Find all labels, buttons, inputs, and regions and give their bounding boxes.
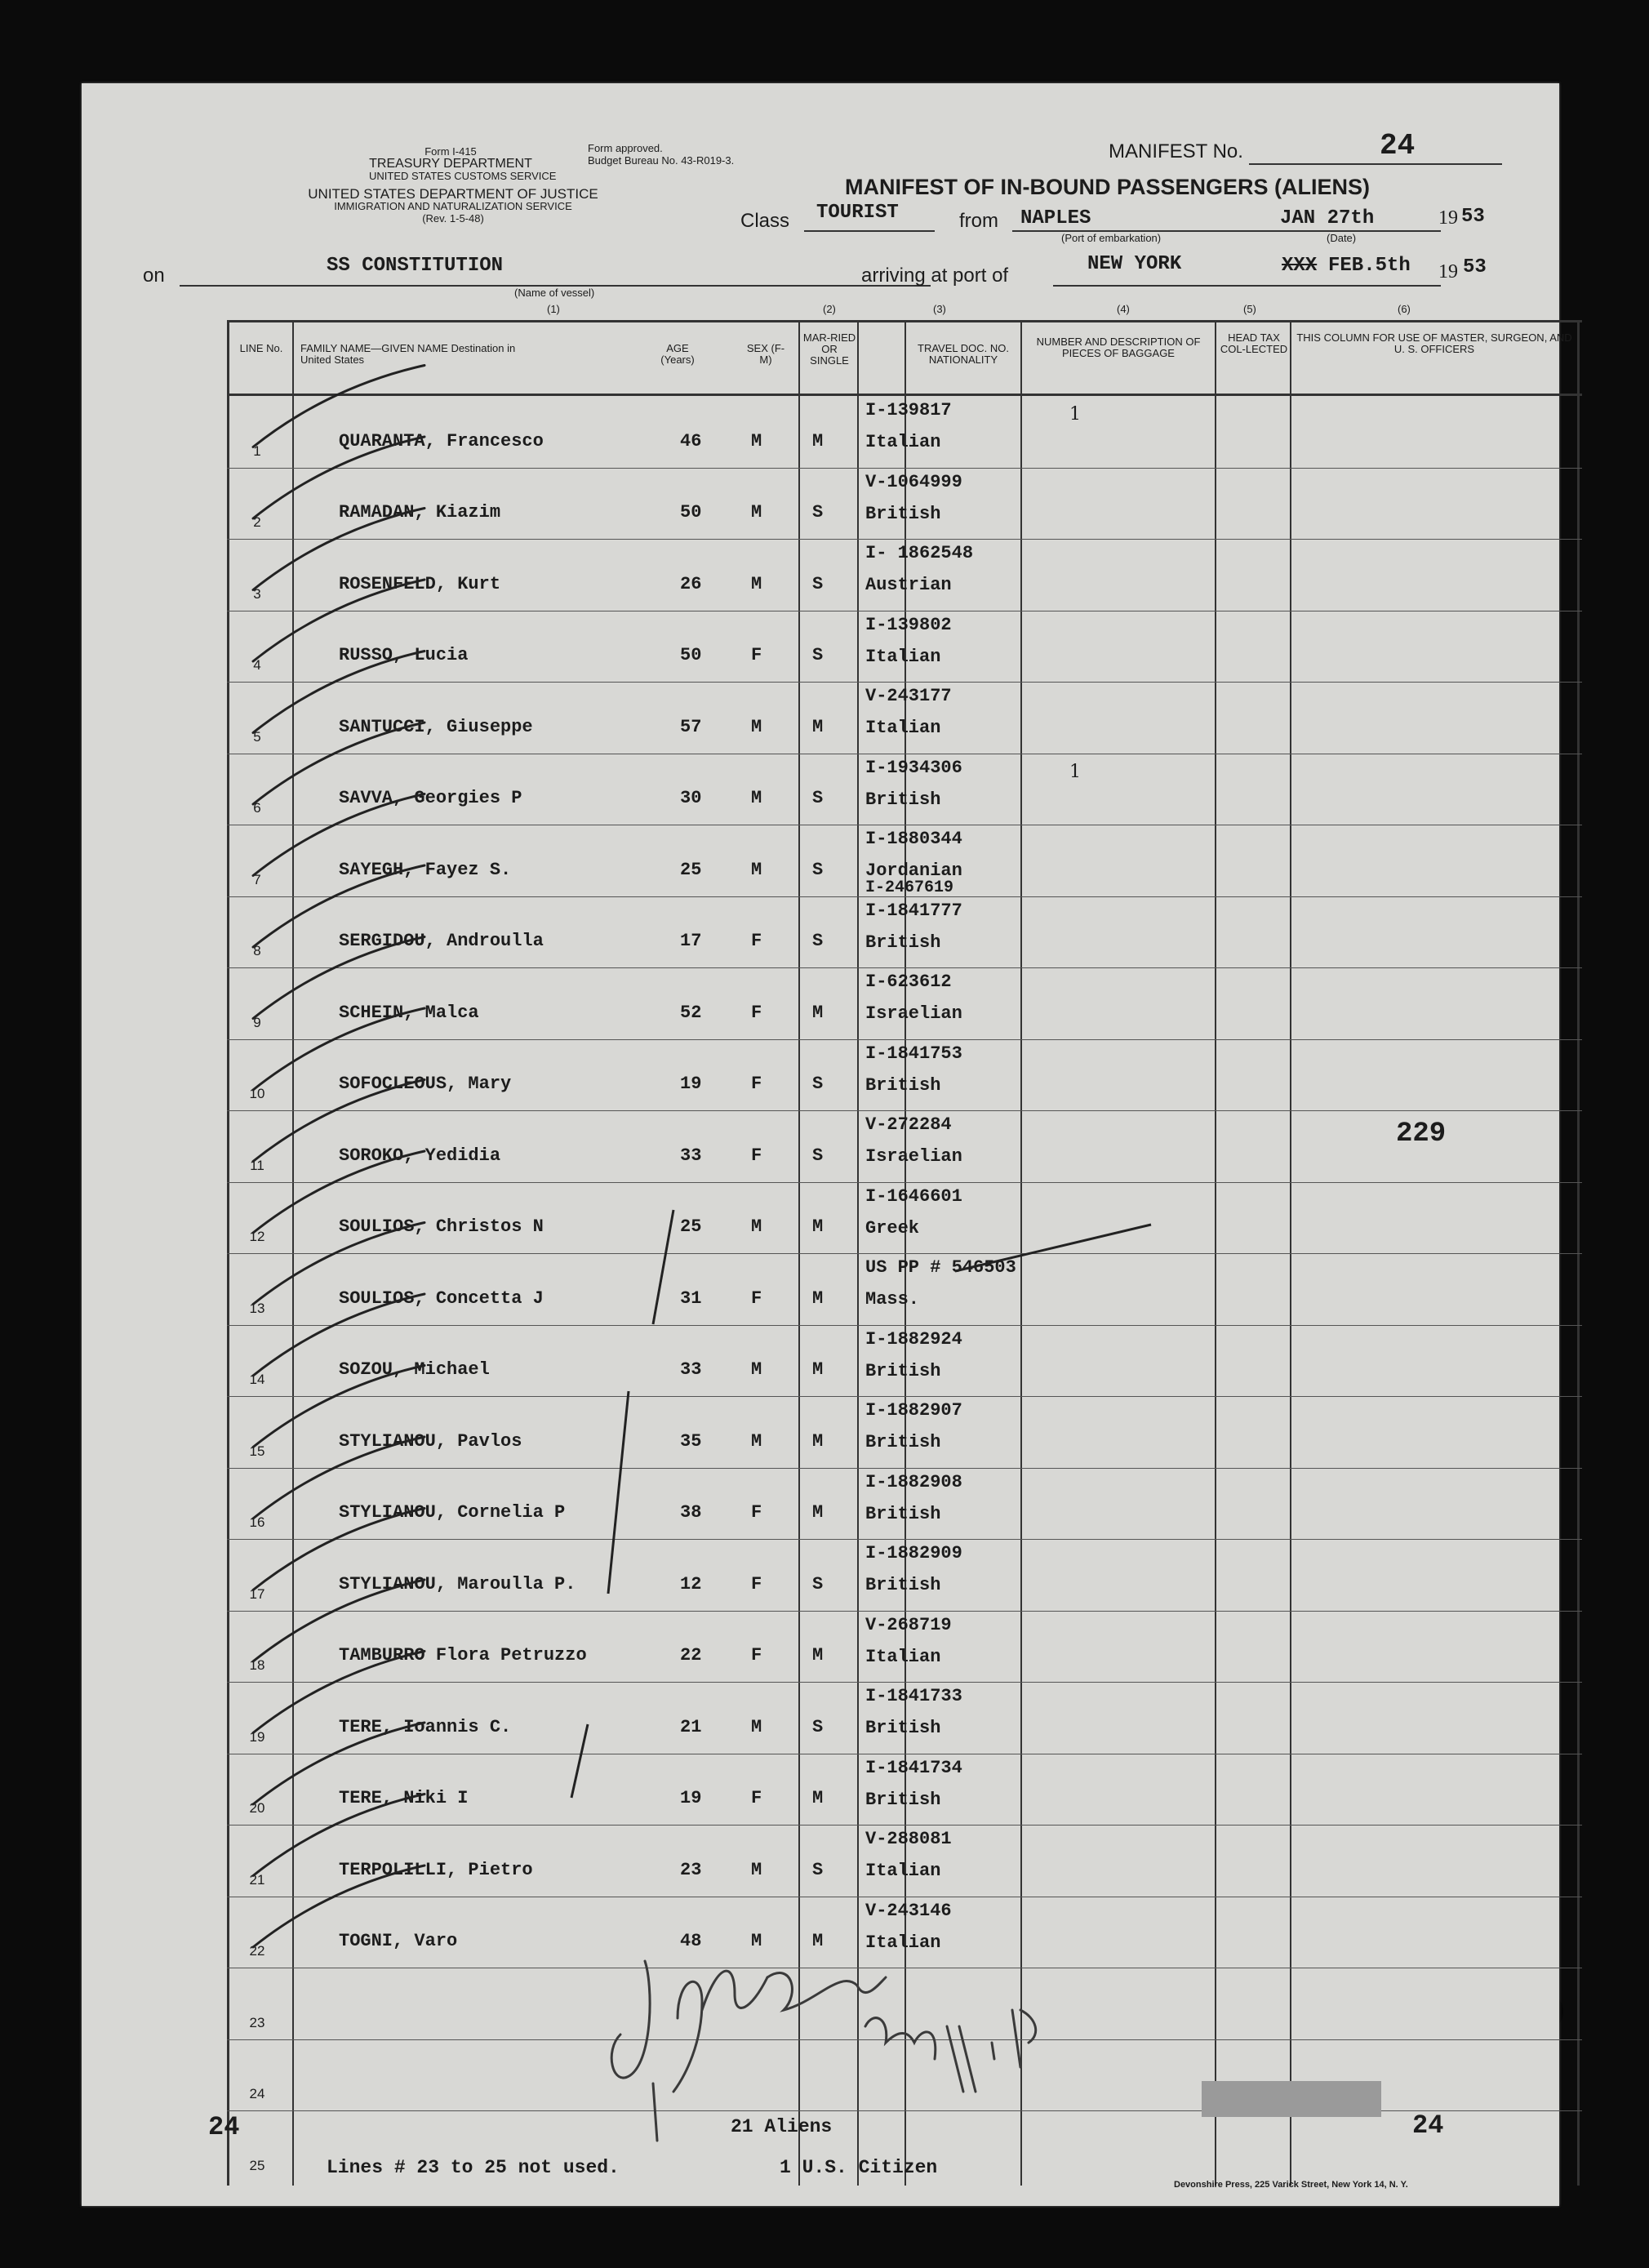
marital-status: M (812, 1002, 824, 1023)
passenger-sex: F (751, 1002, 762, 1023)
passenger-name: QUARANTA, Francesco (339, 430, 544, 451)
travel-document-number: V-288081 (865, 1829, 952, 1849)
check-mark (253, 1509, 424, 1590)
line-number: 14 (249, 1372, 265, 1387)
marital-status: M (812, 430, 824, 451)
line-number: 21 (249, 1871, 265, 1888)
passenger-name: SAYEGH, Fayez S. (339, 859, 512, 880)
travel-document-number: I-1882908 (865, 1471, 962, 1492)
arrival-date: FEB.5th (1328, 255, 1411, 277)
travel-document-number: I-139817 (865, 400, 952, 420)
travel-document-number: V-243177 (865, 686, 952, 706)
nationality: Italian (865, 646, 941, 667)
line-number: 2 (253, 514, 261, 530)
citizens-count: 1 U.S. Citizen (780, 2157, 938, 2178)
line-number: 1 (253, 442, 261, 459)
passenger-sex: F (751, 931, 762, 951)
travel-document-number: I-1646601 (865, 1185, 962, 1207)
marital-status: S (812, 788, 824, 808)
passenger-name: TOGNI, Varo (339, 1931, 458, 1951)
marital-status: S (812, 1145, 824, 1166)
check-mark (253, 1151, 424, 1233)
embarkation-year: 53 (1461, 206, 1485, 228)
form-approved: Form approved. (588, 142, 663, 154)
line-number: 13 (249, 1300, 265, 1316)
passenger-age: 31 (680, 1287, 702, 1309)
passenger-age: 23 (680, 1859, 702, 1880)
class-label: Class (740, 210, 790, 232)
passenger-name: SOFOCLEOUS, Mary (339, 1074, 512, 1094)
marital-status: S (812, 1074, 824, 1094)
nationality: Israelian (865, 1146, 962, 1167)
travel-document-number: I-1882907 (865, 1400, 962, 1421)
line-number: 24 (249, 2086, 265, 2101)
signature-text: JM Sandwers (727, 2018, 732, 2019)
header-sex: SEX (F-M) (746, 342, 785, 366)
check-mark (253, 1794, 424, 1876)
passenger-age: 33 (680, 1145, 702, 1166)
line-number: 5 (253, 728, 261, 745)
check-mark (253, 651, 424, 733)
check-mark (253, 1723, 424, 1804)
passenger-sex: F (751, 645, 762, 665)
passenger-sex: M (751, 1430, 762, 1452)
passenger-sex: M (751, 430, 762, 451)
check-mark (253, 1008, 424, 1090)
footer-left-number: 24 (208, 2112, 240, 2142)
nationality: British (865, 1432, 941, 1452)
nationality: Italian (865, 1932, 941, 1953)
on-label: on (143, 265, 165, 287)
travel-document-number: V-272284 (865, 1114, 952, 1135)
column-number-6: (6) (1398, 303, 1411, 315)
class-value: TOURIST (816, 202, 899, 224)
check-mark (253, 865, 424, 947)
marital-status: S (812, 859, 824, 880)
marital-status: M (812, 716, 824, 737)
manifest-page (82, 83, 1572, 2206)
passenger-age: 30 (680, 788, 702, 808)
passenger-sex: F (751, 1573, 762, 1594)
header-married: MAR-RIED OR SINGLE (802, 331, 856, 367)
date-caption: (Date) (1327, 232, 1357, 244)
marital-status: M (812, 1931, 824, 1951)
passenger-name: SOULIOS, Concetta J (339, 1287, 544, 1309)
passenger-sex: M (751, 859, 762, 880)
line-number: 17 (249, 1585, 265, 1602)
nationality: British (865, 1718, 941, 1738)
passenger-age: 50 (680, 502, 702, 523)
nationality: British (865, 1789, 941, 1810)
header-line-no: LINE No. (239, 342, 283, 354)
check-mark (253, 1366, 424, 1448)
travel-document-number: I-1841734 (865, 1757, 962, 1778)
header-baggage: NUMBER AND DESCRIPTION OF PIECES OF BAGGAGE (1036, 336, 1201, 359)
travel-document-number: I-1882924 (865, 1328, 962, 1350)
passenger-name: TERE, Niki I (339, 1788, 469, 1808)
travel-document-number: I- 1862548 (865, 543, 974, 563)
line-number: 6 (253, 800, 261, 816)
header-age: AGE (Years) (660, 342, 695, 366)
passenger-age: 19 (680, 1074, 702, 1094)
passenger-name: TERE, Ioannis C. (339, 1716, 512, 1737)
aliens-count: 21 Aliens (731, 2116, 833, 2137)
passenger-sex: M (751, 1931, 762, 1951)
nationality: Jordanian (865, 861, 962, 881)
extra-document-number: I-2467619 (865, 878, 954, 897)
manifest-number-label: MANIFEST No. (1109, 140, 1243, 162)
struck-text: XXX (1282, 255, 1318, 277)
marital-status: S (812, 1573, 824, 1594)
line-number: 3 (253, 585, 261, 602)
check-mark (253, 794, 424, 876)
port-embark-caption: (Port of embarkation) (1061, 232, 1162, 244)
travel-document-number: I-1882909 (865, 1543, 962, 1563)
nationality: British (865, 503, 941, 524)
passenger-name: SOZOU, Michael (339, 1359, 490, 1380)
travel-document-number: I-623612 (865, 972, 952, 992)
unused-lines-note: Lines # 23 to 25 not used. (327, 2157, 620, 2178)
passenger-age: 26 (680, 573, 702, 594)
passenger-name: SOROKO, Yedidia (339, 1145, 501, 1166)
nationality: British (865, 789, 941, 810)
passenger-age: 22 (680, 1645, 702, 1665)
footer-right-number: 24 (1412, 2110, 1444, 2141)
line-number: 11 (250, 1157, 264, 1173)
line-number: 22 (249, 1943, 265, 1959)
handwritten-check-marks (82, 83, 1559, 2206)
printer-imprint: Devonshire Press, 225 Varick Street, New York 14, N. Y. (1174, 2180, 1408, 2190)
passenger-age: 33 (680, 1359, 702, 1380)
header-name: FAMILY NAME—GIVEN NAME Destination in United States (300, 342, 516, 366)
passenger-name: RUSSO, Lucia (339, 645, 469, 665)
treasury-department: TREASURY DEPARTMENT (369, 157, 532, 171)
passenger-sex: F (751, 1788, 762, 1808)
travel-document-number: V-268719 (865, 1614, 952, 1635)
passenger-sex: M (751, 1359, 762, 1380)
travel-document-number: V-243146 (865, 1900, 952, 1921)
nationality: British (865, 1575, 941, 1595)
passenger-name: SAVVA, Georgies P (339, 788, 522, 808)
page-title: MANIFEST OF IN-BOUND PASSENGERS (ALIENS) (845, 175, 1371, 199)
naturalization-service: IMMIGRATION AND NATURALIZATION SERVICE (334, 200, 572, 212)
line-number: 15 (249, 1443, 265, 1459)
marital-status: M (812, 1788, 824, 1808)
travel-document-number: I-1841753 (865, 1043, 962, 1064)
arrival-port: NEW YORK (1087, 253, 1182, 275)
marital-status: M (812, 1216, 824, 1237)
passenger-name: STYLIANOU, Pavlos (339, 1430, 522, 1452)
column-number-2: (2) (823, 303, 836, 315)
vessel-caption: (Name of vessel) (514, 287, 595, 299)
nationality: Italian (865, 432, 941, 452)
column-number-4: (4) (1117, 303, 1130, 315)
from-label: from (959, 210, 998, 232)
line-number: 12 (249, 1229, 265, 1244)
passenger-sex: F (751, 1287, 762, 1309)
year-prefix: 19 (1438, 207, 1458, 229)
marital-status: S (812, 502, 824, 523)
check-mark (253, 1652, 424, 1733)
nationality: British (865, 1503, 941, 1524)
passenger-age: 48 (680, 1931, 702, 1951)
passenger-name: STYLIANOU, Maroulla P. (339, 1573, 576, 1594)
line-number: 23 (249, 2014, 265, 2030)
marital-status: S (812, 1859, 824, 1880)
passenger-name: SOULIOS, Christos N (339, 1216, 544, 1237)
header-head-tax: HEAD TAX COL-LECTED (1220, 331, 1288, 355)
travel-document-number: I-139802 (865, 614, 952, 635)
officer-note: 229 (1396, 1118, 1447, 1150)
check-mark (253, 437, 424, 518)
nationality: Austrian (865, 575, 952, 595)
travel-document-number: I-1841777 (865, 900, 962, 921)
nationality: Israelian (865, 1003, 962, 1024)
nationality: Greek (865, 1217, 920, 1239)
header-officers: THIS COLUMN FOR USE OF MASTER, SURGEON, AND U. S. OFFICERS (1296, 331, 1572, 355)
passenger-age: 46 (680, 430, 702, 451)
passenger-sex: M (751, 1716, 762, 1737)
travel-document-number: I-1934306 (865, 757, 962, 778)
passenger-age: 57 (680, 716, 702, 737)
check-mark (253, 1294, 424, 1376)
budget-bureau-number: Budget Bureau No. 43-R019-3. (588, 154, 735, 167)
passenger-sex: M (751, 502, 762, 523)
line-number: 19 (249, 1728, 265, 1745)
check-mark (253, 937, 424, 1019)
baggage-count: 1 (1069, 761, 1081, 782)
passenger-name: ROSENFELD, Kurt (339, 573, 501, 594)
nationality: Italian (865, 718, 941, 738)
passenger-age: 38 (680, 1502, 702, 1523)
travel-document-number: V-1064999 (865, 471, 962, 492)
line-number: 7 (253, 871, 261, 887)
manifest-number: 24 (1380, 129, 1416, 162)
vessel-name: SS CONSTITUTION (327, 255, 504, 277)
passenger-name: SANTUCCI, Giuseppe (339, 716, 533, 737)
passenger-age: 21 (680, 1716, 702, 1737)
passenger-age: 17 (680, 931, 702, 951)
arriving-label: arriving at port of (861, 265, 1009, 287)
check-mark (253, 723, 424, 804)
stamp-smudge (1202, 2081, 1381, 2117)
marital-status: M (812, 1430, 824, 1452)
passenger-age: 50 (680, 645, 702, 665)
passenger-age: 25 (680, 859, 702, 880)
passenger-sex: M (751, 788, 762, 808)
column-number-3: (3) (933, 303, 946, 315)
passenger-age: 35 (680, 1430, 702, 1452)
arrival-year-prefix: 19 (1438, 261, 1458, 282)
signature (611, 1961, 1036, 2141)
line-number: 8 (253, 943, 261, 958)
header-travel-doc: TRAVEL DOC. NO. NATIONALITY (918, 342, 1009, 366)
check-mark (253, 1223, 424, 1305)
line-number: 18 (249, 1657, 265, 1673)
passenger-name: TERPOLILLI, Pietro (339, 1859, 533, 1880)
line-number: 9 (253, 1014, 261, 1030)
travel-document-number: I-1841733 (865, 1686, 962, 1706)
line-number: 25 (249, 2157, 265, 2173)
line-number: 4 (253, 657, 261, 673)
nationality: British (865, 1074, 941, 1096)
marital-status: S (812, 573, 824, 594)
passenger-name: STYLIANOU, Cornelia P (339, 1502, 566, 1523)
line-number: 20 (249, 1800, 265, 1816)
marital-status: S (812, 1716, 824, 1737)
form-number: Form I-415 (424, 145, 477, 158)
marital-status: S (812, 931, 824, 951)
arrival-year: 53 (1463, 256, 1487, 278)
marital-status: S (812, 645, 824, 665)
customs-service: UNITED STATES CUSTOMS SERVICE (369, 170, 557, 182)
check-mark (253, 580, 424, 661)
justice-department: UNITED STATES DEPARTMENT OF JUSTICE (308, 186, 598, 202)
nationality: British (865, 1360, 941, 1381)
passenger-name: SCHEIN, Malca (339, 1002, 479, 1023)
marital-status: M (812, 1502, 824, 1523)
marital-status: M (812, 1645, 824, 1665)
passenger-age: 19 (680, 1788, 702, 1808)
passenger-name: RAMADAN, Kiazim (339, 502, 501, 523)
passenger-age: 52 (680, 1002, 702, 1023)
check-mark (253, 1080, 424, 1162)
passenger-age: 25 (680, 1216, 702, 1237)
form-revision: (Rev. 1-5-48) (422, 212, 484, 225)
embarkation-date: JAN 27th (1280, 207, 1375, 229)
nationality: British (865, 932, 941, 953)
passenger-sex: M (751, 573, 762, 594)
passenger-sex: M (751, 1216, 762, 1237)
column-number-5: (5) (1243, 303, 1256, 315)
column-number-1: (1) (547, 303, 560, 315)
marital-status: M (812, 1287, 824, 1309)
check-mark (253, 509, 424, 590)
nationality: Mass. (865, 1289, 920, 1310)
port-of-embarkation: NAPLES (1020, 207, 1091, 229)
nationality: Italian (865, 1646, 941, 1667)
travel-document-number: I-1880344 (865, 829, 962, 849)
line-number: 10 (249, 1086, 265, 1101)
check-mark (253, 1866, 424, 1947)
line-number: 16 (249, 1514, 265, 1530)
passenger-sex: F (751, 1145, 762, 1166)
passenger-age: 12 (680, 1573, 702, 1594)
passenger-sex: F (751, 1645, 762, 1665)
passenger-name: TAMBURRO Flora Petruzzo (339, 1645, 587, 1665)
passenger-sex: F (751, 1074, 762, 1094)
passenger-name: SERGIDOU, Androulla (339, 931, 544, 951)
check-mark (253, 1580, 424, 1661)
marital-status: M (812, 1359, 824, 1380)
passenger-sex: M (751, 716, 762, 737)
nationality: Italian (865, 1861, 941, 1881)
passenger-sex: M (751, 1859, 762, 1880)
check-mark (253, 366, 424, 447)
passenger-sex: F (751, 1502, 762, 1523)
check-mark (253, 1437, 424, 1519)
baggage-count: 1 (1069, 404, 1081, 425)
travel-document-number: US PP # 546503 (865, 1257, 1016, 1278)
